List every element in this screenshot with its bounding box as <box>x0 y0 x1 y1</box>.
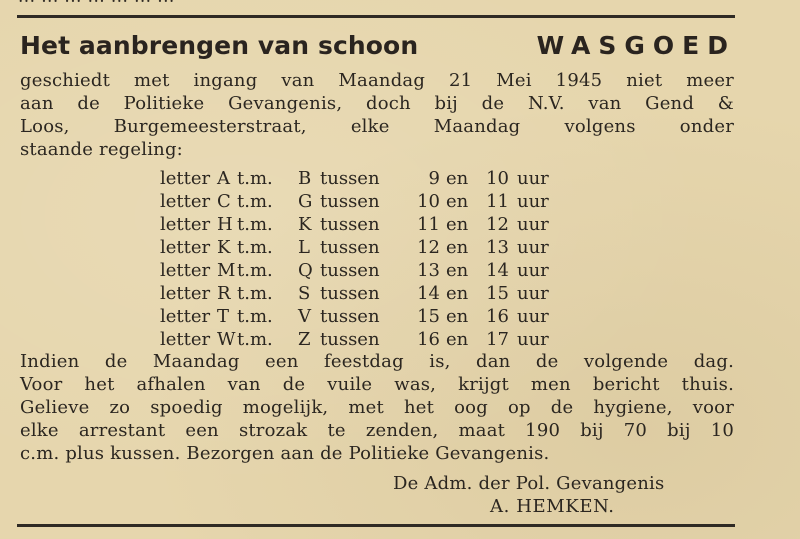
schedule-end-hour: 11 <box>486 191 509 212</box>
schedule-en: en <box>446 168 469 189</box>
schedule-word: letter <box>160 306 211 327</box>
schedule-start-hour: 16 <box>417 329 440 350</box>
schedule-start-hour: 14 <box>417 283 440 304</box>
schedule-start-hour: 9 <box>428 168 440 189</box>
signature-name: A. HEMKEN. <box>490 496 615 517</box>
schedule-uur: uur <box>517 283 549 304</box>
bottom-rule <box>17 524 735 527</box>
signature-administration: De Adm. der Pol. Gevangenis <box>393 473 665 494</box>
schedule-tm: t.m. <box>237 237 273 258</box>
schedule-start-hour: 12 <box>417 237 440 258</box>
intro-line-1: geschiedt met ingang van Maandag 21 Mei 1945 niet meer <box>20 70 734 91</box>
schedule-from-letter: T <box>217 306 230 327</box>
closing-line-1: Indien de Maandag een feestdag is, dan de volgende dag. <box>20 351 734 372</box>
schedule-start-hour: 13 <box>417 260 440 281</box>
schedule-en: en <box>446 191 469 212</box>
schedule-from-letter: W <box>217 329 236 350</box>
schedule-row <box>160 328 580 351</box>
schedule-word: letter <box>160 168 211 189</box>
schedule-to-letter: Q <box>298 260 313 281</box>
schedule-tm: t.m. <box>237 306 273 327</box>
intro-line-2: aan de Politieke Gevangenis, doch bij de N.V. van Gend & <box>20 93 734 114</box>
schedule-end-hour: 17 <box>486 329 509 350</box>
headline-left: Het aanbrengen van schoon <box>20 31 419 60</box>
schedule-table <box>160 167 580 351</box>
schedule-row <box>160 282 580 305</box>
schedule-start-hour: 11 <box>417 214 440 235</box>
schedule-row <box>160 167 580 190</box>
schedule-from-letter: C <box>217 191 231 212</box>
schedule-end-hour: 15 <box>486 283 509 304</box>
top-rule <box>17 15 735 18</box>
closing-line-5: c.m. plus kussen. Bezorgen aan de Politieke Gevangenis. <box>20 443 550 464</box>
schedule-word: letter <box>160 329 211 350</box>
schedule-tussen: tussen <box>320 306 380 327</box>
schedule-uur: uur <box>517 306 549 327</box>
schedule-row <box>160 190 580 213</box>
schedule-tm: t.m. <box>237 260 273 281</box>
headline-wasgoed: WASGOED <box>536 31 736 60</box>
schedule-to-letter: K <box>298 214 312 235</box>
closing-line-4: elke arrestant een strozak te zenden, maat 190 bij 70 bij 10 <box>20 420 734 441</box>
schedule-end-hour: 10 <box>486 168 509 189</box>
schedule-from-letter: K <box>217 237 231 258</box>
schedule-from-letter: R <box>217 283 231 304</box>
schedule-tussen: tussen <box>320 214 380 235</box>
schedule-from-letter: H <box>217 214 233 235</box>
schedule-from-letter: M <box>217 260 236 281</box>
schedule-to-letter: V <box>298 306 311 327</box>
schedule-word: letter <box>160 191 211 212</box>
schedule-tm: t.m. <box>237 168 273 189</box>
closing-line-2: Voor het afhalen van de vuile was, krijgt men bericht thuis. <box>20 374 734 395</box>
schedule-uur: uur <box>517 214 549 235</box>
schedule-end-hour: 14 <box>486 260 509 281</box>
schedule-start-hour: 10 <box>417 191 440 212</box>
schedule-end-hour: 13 <box>486 237 509 258</box>
schedule-uur: uur <box>517 191 549 212</box>
schedule-tussen: tussen <box>320 260 380 281</box>
schedule-start-hour: 15 <box>417 306 440 327</box>
schedule-to-letter: L <box>298 237 310 258</box>
schedule-uur: uur <box>517 329 549 350</box>
schedule-tussen: tussen <box>320 237 380 258</box>
schedule-en: en <box>446 329 469 350</box>
schedule-tussen: tussen <box>320 168 380 189</box>
advertisement-headline <box>20 31 736 67</box>
schedule-tussen: tussen <box>320 283 380 304</box>
schedule-row <box>160 305 580 328</box>
schedule-to-letter: G <box>298 191 313 212</box>
intro-line-4: staande regeling: <box>20 139 183 160</box>
clipped-previous-article-text <box>18 0 175 7</box>
schedule-tm: t.m. <box>237 283 273 304</box>
schedule-tussen: tussen <box>320 329 380 350</box>
schedule-en: en <box>446 214 469 235</box>
schedule-from-letter: A <box>217 168 230 189</box>
schedule-en: en <box>446 237 469 258</box>
schedule-word: letter <box>160 214 211 235</box>
schedule-uur: uur <box>517 237 549 258</box>
schedule-tm: t.m. <box>237 214 273 235</box>
schedule-row <box>160 236 580 259</box>
intro-line-3: Loos, Burgemeesterstraat, elke Maandag volgens onder <box>20 116 734 137</box>
schedule-word: letter <box>160 260 211 281</box>
schedule-tm: t.m. <box>237 329 273 350</box>
schedule-en: en <box>446 283 469 304</box>
schedule-tussen: tussen <box>320 191 380 212</box>
schedule-uur: uur <box>517 260 549 281</box>
schedule-row <box>160 259 580 282</box>
schedule-end-hour: 12 <box>486 214 509 235</box>
schedule-uur: uur <box>517 168 549 189</box>
schedule-word: letter <box>160 283 211 304</box>
schedule-to-letter: Z <box>298 329 311 350</box>
schedule-word: letter <box>160 237 211 258</box>
schedule-end-hour: 16 <box>486 306 509 327</box>
schedule-en: en <box>446 306 469 327</box>
schedule-to-letter: S <box>298 283 311 304</box>
schedule-en: en <box>446 260 469 281</box>
schedule-to-letter: B <box>298 168 312 189</box>
schedule-row <box>160 213 580 236</box>
schedule-tm: t.m. <box>237 191 273 212</box>
closing-line-3: Gelieve zo spoedig mogelijk, met het oog op de hygiene, voor <box>20 397 734 418</box>
